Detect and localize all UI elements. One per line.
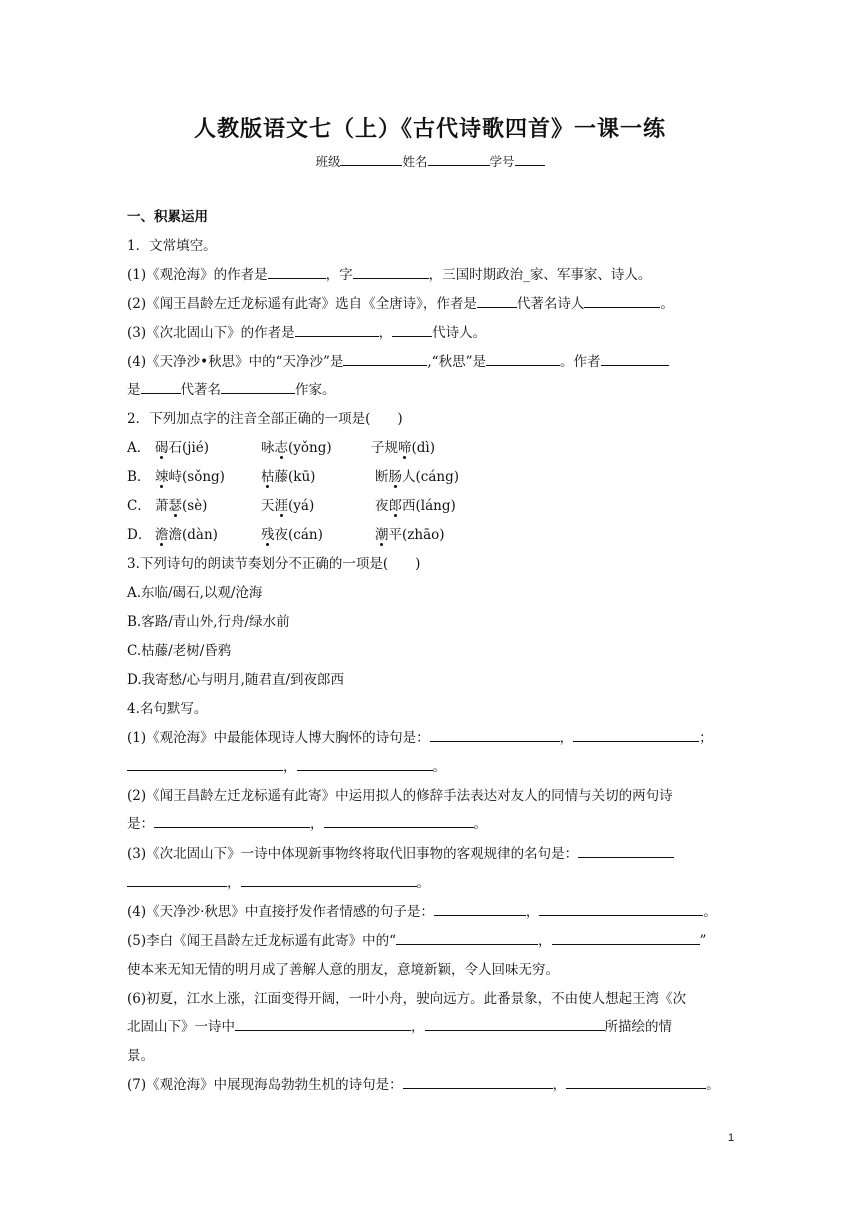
name-blank[interactable] [428, 153, 490, 166]
q1-line-2: (2)《闻王昌龄左迁龙标遥有此寄》选自《全唐诗》，作者是 代著名诗人 。 [127, 296, 674, 312]
q4-item-2: (2)《闻王昌龄左迁龙标遥有此寄》中运用拟人的修辞手法表达对友人的同情与关切的两句诗 [127, 788, 673, 804]
answer-blank[interactable] [235, 1018, 411, 1031]
answer-blank[interactable] [343, 353, 427, 366]
answer-blank[interactable] [573, 729, 699, 742]
answer-blank[interactable] [268, 266, 326, 279]
answer-blank[interactable] [434, 903, 526, 916]
q4-item-3-cont: ， 。 [127, 871, 430, 891]
q4-stem: 4.名句默写。 [127, 701, 208, 717]
q4-item-1-cont: ， 。 [127, 755, 446, 775]
q4-item-6-cont: 北固山下》一诗中 ， 所描绘的情 [127, 1019, 672, 1035]
q1-line-5: 是 代著名 作家。 [127, 382, 336, 398]
answer-blank[interactable] [324, 815, 474, 828]
answer-blank[interactable] [221, 381, 295, 394]
answer-blank[interactable] [353, 266, 429, 279]
answer-blank[interactable] [486, 353, 560, 366]
answer-blank[interactable] [584, 295, 660, 308]
q3-option-a[interactable]: A.东临/碣石,以观/沧海 [127, 585, 263, 601]
answer-blank[interactable] [425, 1018, 605, 1031]
q1-line-3: (3)《次北固山下》的作者是 ， 代诗人。 [127, 325, 487, 341]
answer-blank[interactable] [127, 874, 227, 887]
q4-item-5: (5)李白《闻王昌龄左迁龙标遥有此寄》中的“ ， ” [127, 933, 707, 949]
q4-item-5-cont: 使本来无知无情的明月成了善解人意的朋友，意境新颖，令人回味无穷。 [127, 962, 559, 978]
answer-blank[interactable] [127, 758, 283, 771]
class-blank[interactable] [340, 153, 402, 166]
answer-blank[interactable] [539, 903, 703, 916]
student-info-line [0, 152, 860, 170]
id-label: 学号 [489, 154, 515, 169]
q3-option-c[interactable]: C.枯藤/老树/昏鸦 [127, 643, 232, 659]
answer-blank[interactable] [552, 932, 700, 945]
q2-stem: 2．下列加点字的注音全部正确的一项是( ) [127, 411, 403, 427]
answer-blank[interactable] [141, 381, 181, 394]
page-title: 人教版语文七（上）《古代诗歌四首》一课一练 [193, 116, 666, 142]
q4-item-1: (1)《观沧海》中最能体现诗人博大胸怀的诗句是： ， ； [127, 730, 713, 746]
answer-blank[interactable] [295, 324, 379, 337]
answer-blank[interactable] [396, 932, 538, 945]
answer-blank[interactable] [578, 845, 674, 858]
q4-item-2-cont: 是： ， 。 [127, 816, 487, 832]
answer-blank[interactable] [392, 324, 432, 337]
section-heading: 一、积累运用 [127, 209, 208, 225]
q3-option-d[interactable]: D.我寄愁/心与明月,随君直/到夜郎西 [127, 672, 345, 688]
answer-blank[interactable] [154, 815, 310, 828]
q3-option-b[interactable]: B.客路/青山外,行舟/绿水前 [127, 614, 290, 630]
class-label: 班级 [315, 154, 341, 169]
answer-blank[interactable] [601, 353, 669, 366]
id-blank[interactable] [515, 153, 545, 166]
q3-stem: 3.下列诗句的朗读节奏划分不正确的一项是( ) [127, 556, 421, 572]
q4-item-6-end: 景。 [127, 1048, 154, 1064]
answer-blank[interactable] [430, 729, 560, 742]
q4-item-4: (4)《天净沙·秋思》中直接抒发作者情感的句子是： ， 。 [127, 904, 717, 920]
answer-blank[interactable] [566, 1076, 706, 1089]
answer-blank[interactable] [297, 758, 433, 771]
answer-blank[interactable] [477, 295, 517, 308]
q1-line-4: (4)《天净沙•秋思》中的“天净沙”是 ,“秋思”是 。作者 [127, 350, 669, 370]
q1-stem: 1．文常填空。 [127, 238, 217, 254]
document-page: 人教版语文七（上）《古代诗歌四首》一课一练 班级 姓名 学号 一、积累运用 1．文常填空。 (1)《观沧海》的作者是 ，字 ，三国时期政治_家、军事家、诗人。 (2)《闻王昌龄左迁龙标遥有此寄》选自《全唐诗》，作者是 代著名诗人 。 (3)《次北固山下》的作者是 ， 代诗人。 (4)《天净沙•秋思》中的“天净沙”是 ,“秋思”是 。作者 是 代著名 作家。 2．下列加点字的注音全部正确的一项是( ) A． 碣石(jié) 咏志(yǒng) 子规啼(dì) B． 竦峙(sǒng) 枯藤(kū) 断肠人(cáng) C． 萧瑟(sè) 天涯(yá) 夜郎西(láng) D． 澹澹(dàn) 残夜(cán) 潮平(zhāo) 3.下列诗句的朗读节奏划分不正确的一项是( ) A.东临/碣石,以观/沧海 B.客路/青山外,行舟/绿水前 C.枯藤/老树/昏鸦 D.我寄愁/心与明月,随君直/到夜郎西 4.名句默写。 (1)《观沧海》中最能体现诗人博大胸怀的诗句是： ， ； ， 。 (2)《闻王昌龄左迁龙标遥有此寄》中运用拟人的修辞手法表达对友人的同情与关切的两句诗 是： ， 。 (3)《次北固山下》一诗中体现新事物终将取代旧事物的客观规律的名句是： ， 。 (4)《天净沙·秋思》中直接抒发作者情感的句子是： ， 。 (5)李白《闻王昌龄左迁龙标遥有此寄》中的“ ， ” 使本来无知无情的明月成了善解人意的朋友，意境新颖，令人回味无穷。 (6)初夏，江水上涨，江面变得开阔，一叶小舟，驶向远方。此番景象，不由使人想起王湾《次 北固山下》一诗中 ， 所描绘的情 景。 (7)《观沧海》中展现海岛勃勃生机的诗句是： ， 。 1 [0, 0, 860, 1216]
answer-blank[interactable] [241, 874, 417, 887]
name-label: 姓名 [402, 154, 428, 169]
q4-item-6: (6)初夏，江水上涨，江面变得开阔，一叶小舟，驶向远方。此番景象，不由使人想起王湾《次 [127, 991, 687, 1007]
answer-blank[interactable] [403, 1076, 553, 1089]
q4-item-3: (3)《次北固山下》一诗中体现新事物终将取代旧事物的客观规律的名句是： [127, 842, 674, 862]
q4-item-7: (7)《观沧海》中展现海岛勃勃生机的诗句是： ， 。 [127, 1077, 720, 1093]
q1-line-1: (1)《观沧海》的作者是 ，字 ，三国时期政治_家、军事家、诗人。 [127, 267, 652, 283]
page-number: 1 [728, 1132, 735, 1144]
